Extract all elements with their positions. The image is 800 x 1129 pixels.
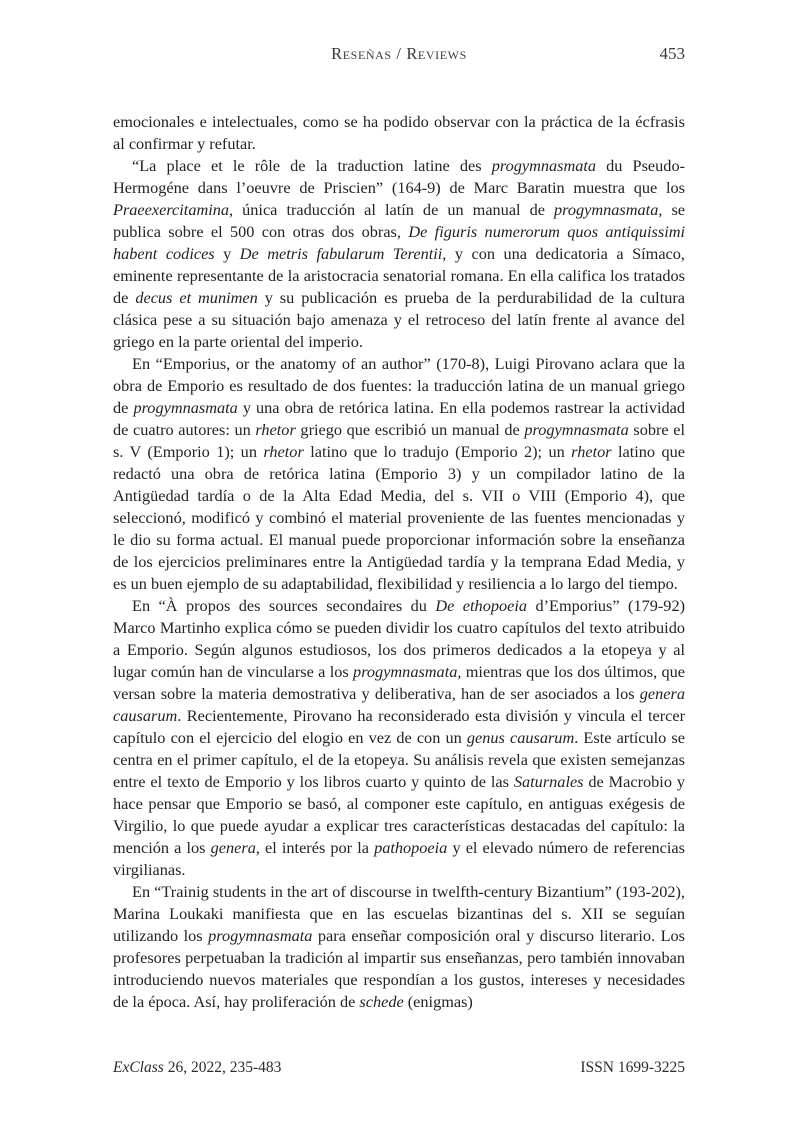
review-text: [113, 111, 685, 1013]
page-footer: [113, 1059, 685, 1077]
page-number: 453: [659, 44, 685, 63]
running-head: Reseñas / Reviews: [331, 44, 467, 63]
journal-issue-info: 26, 2022, 235-483: [163, 1059, 282, 1076]
journal-citation: [113, 1059, 281, 1077]
paragraph-4: En “À propos des sources secondaires du De ethopoeia d’Emporius” (179-92) Marco Martinho explica cómo se pueden dividir los cuatro capítulos del texto atribuido a Emporio. Según algunos estudiosos, los dos primeros dedicados a la etopeya y al lugar común han de vincularse a los progymnasmata, mientras que los dos últimos, que versan sobre la materia demostrativa y deliberativa, han de ser asociados a los genera causarum. Recientemente, Pirovano ha reconsiderado esta división y vincula el tercer capítulo con el ejercicio del elogio en vez de con un genus causarum. Este artículo se centra en el primer capítulo, el de la etopeya. Su análisis revela que existen semejanzas entre el texto de Emporio y los libros cuarto y quinto de las Saturnales de Macrobio y hace pensar que Emporio se basó, al componer este capítulo, en antiguas exégesis de Virgilio, lo que puede ayudar a explicar tres características destacadas del capítulo: la mención a los genera, el interés por la pathopoeia y el elevado número de referencias virgilianas.: [113, 596, 686, 879]
page-header: [113, 44, 685, 66]
paragraph-5: En “Trainig students in the art of discourse in twelfth-century Bizantium” (193-202), Marina Loukaki manifiesta que en las escuelas bizantinas del s. XII se seguían utilizando los progymnasmata para enseñar composición oral y discurso literario. Los profesores perpetuaban la tradición al impartir sus enseñanzas, pero también innovaban introduciendo nuevos materiales que respondían a los gustos, intereses y necesidades de la época. Así, hay proliferación de schede (enigmas): [113, 882, 685, 1011]
paragraph-2: “La place et le rôle de la traduction latine des progymnasmata du Pseudo-Hermogéne dans l’oeuvre de Priscien” (164-9) de Marc Baratin muestra que los Praeexercitamina, única traducción al latín de un manual de progymnasmata, se publica sobre el 500 con otras dos obras, De figuris numerorum quos antiquissimi habent codices y De metris fabularum Terentii, y con una dedicatoria a Símaco, eminente representante de la aristocracia senatorial romana. En ella califica los tratados de decus et munimen y su publicación es prueba de la perdurabilidad de la cultura clásica pese a su situación bajo amenaza y el retroceso del latín frente al avance del griego en la parte oriental del imperio.: [113, 156, 686, 351]
journal-title: ExClass: [113, 1059, 164, 1076]
paragraph-1: emocionales e intelectuales, como se ha podido observar con la práctica de la écfrasis al confirmar y refutar.: [113, 112, 685, 153]
issn: ISSN 1699-3225: [580, 1059, 685, 1076]
paragraph-3: En “Emporius, or the anatomy of an author” (170-8), Luigi Pirovano aclara que la obra de Emporio es resultado de dos fuentes: la traducción latina de un manual griego de progymnasmata y una obra de retórica latina. En ella podemos rastrear la actividad de cuatro autores: un rhetor griego que escribió un manual de progymnasmata sobre el s. V (Emporio 1); un rhetor latino que lo tradujo (Emporio 2); un rhetor latino que redactó una obra de retórica latina (Emporio 3) y un compilador latino de la Antigüedad tardía o de la Alta Edad Media, del s. VII o VIII (Emporio 4), que seleccionó, modificó y combinó el material proveniente de las fuentes mencionadas y le dio su forma actual. El manual puede proporcionar información sobre la enseñanza de los ejercicios preliminares entre la Antigüedad tardía y la temprana Edad Media, y es un buen ejemplo de su adaptabilidad, flexibilidad y resiliencia a lo largo del tiempo.: [113, 354, 686, 593]
